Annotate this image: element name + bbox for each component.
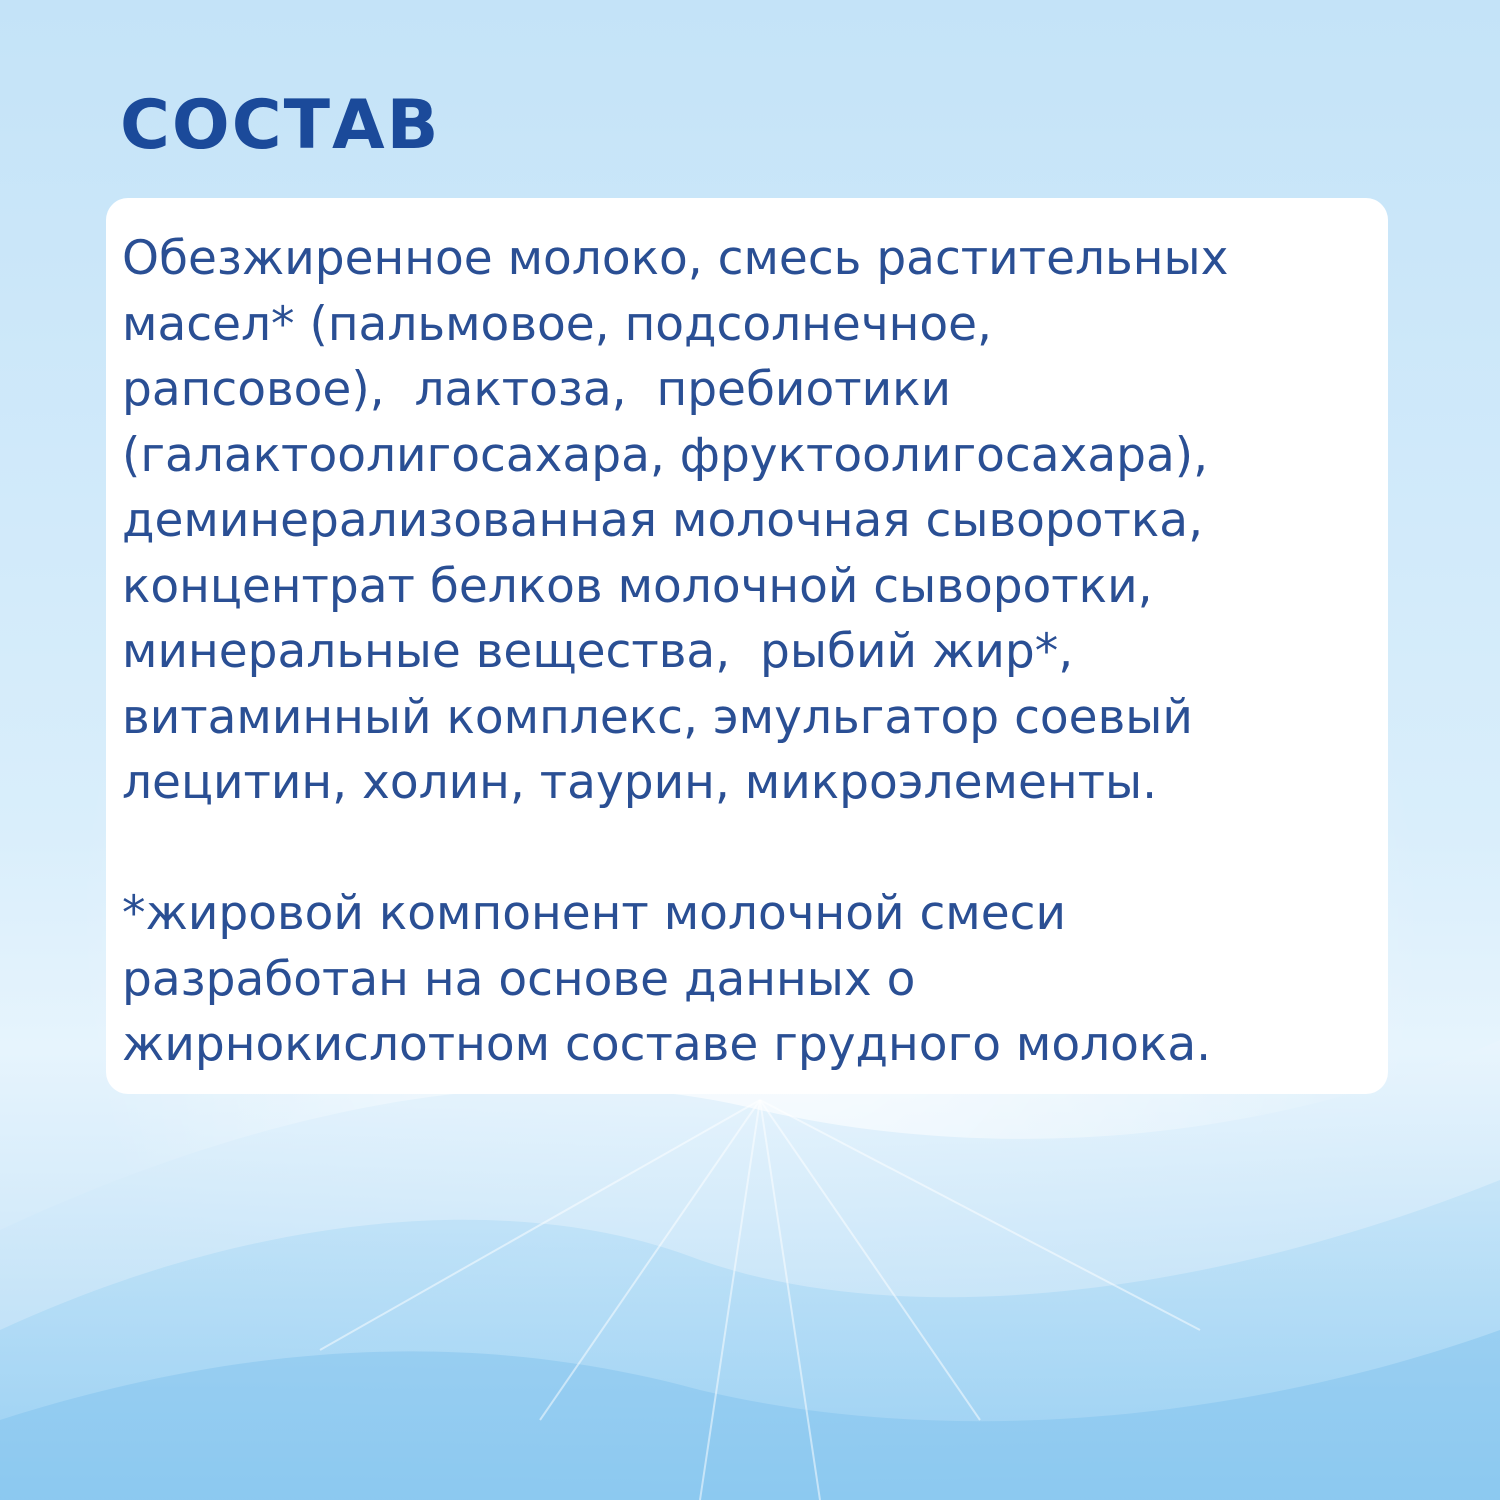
composition-text <box>122 226 1374 816</box>
composition-line: (галактоолигосахара, фруктоолигосахара), <box>122 427 1209 483</box>
composition-line: лецитин, холин, таурин, микроэлементы. <box>122 755 1158 810</box>
footnote-line: разработан на основе данных о <box>122 951 916 1007</box>
composition-line: Обезжиренное молоко, смесь растительных <box>122 231 1229 286</box>
composition-line: деминерализованная молочная сыворотка, <box>122 493 1204 548</box>
composition-line: масел* (пальмовое, подсолнечное, <box>122 296 992 352</box>
paragraph-gap <box>122 816 1374 882</box>
composition-line: витаминный комплекс, эмульгатор соевый <box>122 689 1193 745</box>
footnote-text <box>122 881 1374 1078</box>
composition-line: минеральные вещества, рыбий жир*, <box>122 624 1074 679</box>
page-title: СОСТАВ <box>120 86 441 165</box>
footnote-line: жирнокислотном составе грудного молока. <box>122 1017 1212 1072</box>
composition-line: концентрат белков молочной сыворотки, <box>122 558 1153 614</box>
composition-card <box>106 198 1388 1094</box>
footnote-line: *жировой компонент молочной смеси <box>122 886 1067 941</box>
composition-line: рапсовое), лактоза, пребиотики <box>122 362 952 417</box>
